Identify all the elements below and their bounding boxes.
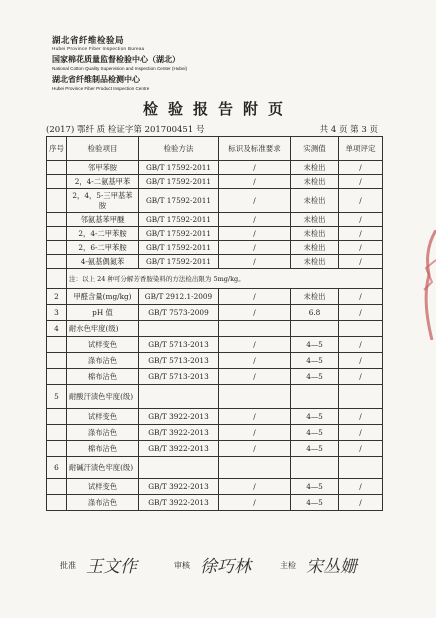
header-evaluation: 单项评定 <box>339 137 383 161</box>
row-value: 未检出 <box>291 189 339 213</box>
table-row <box>47 479 383 495</box>
row-requirement: / <box>219 255 291 269</box>
row-method: GB/T 17592-2011 <box>139 189 219 213</box>
table-row <box>47 175 383 189</box>
row-method: GB/T 17592-2011 <box>139 213 219 227</box>
row-method: GB/T 3922-2013 <box>139 495 219 511</box>
row-no <box>47 255 67 269</box>
main-inspector-label: 主检 <box>280 561 296 570</box>
lab-name-cn: 湖北省纤维制品检测中心 <box>52 75 140 84</box>
row-no <box>47 441 67 457</box>
row-item: 4-氨基偶氮苯 <box>67 255 139 269</box>
header-no: 序号 <box>47 137 67 161</box>
row-no <box>47 337 67 353</box>
header-value: 实测值 <box>291 137 339 161</box>
table-row <box>47 213 383 227</box>
row-method: GB/T 7573-2009 <box>139 305 219 321</box>
row-value <box>291 457 339 479</box>
header-requirement: 标识及标准要求 <box>219 137 291 161</box>
row-requirement <box>219 385 291 409</box>
row-method: GB/T 5713-2013 <box>139 337 219 353</box>
row-requirement: / <box>219 337 291 353</box>
row-no <box>47 495 67 511</box>
row-value <box>291 321 339 337</box>
row-requirement: / <box>219 353 291 369</box>
row-method: GB/T 5713-2013 <box>139 353 219 369</box>
row-no: 5 <box>47 385 67 409</box>
page-count: 共 4 页 第 3 页 <box>319 125 378 135</box>
row-no: 4 <box>47 321 67 337</box>
row-method <box>139 385 219 409</box>
row-no <box>47 161 67 175</box>
note-text: 注：以上 24 种可分解芳香胺染料的方法检出限为 5mg/kg。 <box>67 269 383 289</box>
row-requirement: / <box>219 409 291 425</box>
row-evaluation: / <box>339 189 383 213</box>
row-value: 未检出 <box>291 289 339 305</box>
table-row <box>47 305 383 321</box>
table-row <box>47 409 383 425</box>
row-no: 3 <box>47 305 67 321</box>
row-item: 涤布沾色 <box>67 495 139 511</box>
row-evaluation: / <box>339 227 383 241</box>
row-value: 未检出 <box>291 161 339 175</box>
table-row <box>47 441 383 457</box>
row-method: GB/T 17592-2011 <box>139 161 219 175</box>
row-method: GB/T 3922-2013 <box>139 409 219 425</box>
table-row <box>47 289 383 305</box>
row-value: 4—5 <box>291 495 339 511</box>
table-row <box>47 337 383 353</box>
cert-number: (2017) 鄂纤 质 检证字第 201700451 号 <box>46 125 205 135</box>
row-requirement: / <box>219 289 291 305</box>
row-evaluation: / <box>339 289 383 305</box>
main-inspector-signature: 宋丛姗 <box>306 557 357 577</box>
row-item: 耐碱汗渍色牢度(级) <box>67 457 139 479</box>
row-no: 6 <box>47 457 67 479</box>
table-row <box>47 255 383 269</box>
row-value: 未检出 <box>291 241 339 255</box>
row-no <box>47 175 67 189</box>
table-row <box>47 385 383 409</box>
row-item: 2，6-二甲苯胺 <box>67 241 139 255</box>
row-no <box>47 369 67 385</box>
row-value: 4—5 <box>291 409 339 425</box>
row-value: 4—5 <box>291 425 339 441</box>
row-evaluation: / <box>339 337 383 353</box>
row-evaluation: / <box>339 175 383 189</box>
row-method: GB/T 17592-2011 <box>139 175 219 189</box>
row-requirement: / <box>219 189 291 213</box>
row-item: 涤布沾色 <box>67 353 139 369</box>
row-evaluation: / <box>339 213 383 227</box>
row-evaluation: / <box>339 409 383 425</box>
row-item: 邻甲苯胺 <box>67 161 139 175</box>
row-item: 试样变色 <box>67 409 139 425</box>
row-requirement: / <box>219 213 291 227</box>
center-name-en: National Cotton Quality Supervision and Inspection Center (Hubei) <box>52 66 188 71</box>
row-item: 涤布沾色 <box>67 425 139 441</box>
cert-line <box>46 123 378 135</box>
row-evaluation <box>339 457 383 479</box>
header-method: 检验方法 <box>139 137 219 161</box>
table-row <box>47 227 383 241</box>
row-item: 2，4，5-三甲基苯胺 <box>67 189 139 213</box>
row-value: 6.8 <box>291 305 339 321</box>
row-item: 甲醛含量(mg/kg) <box>67 289 139 305</box>
inspection-table <box>46 136 383 511</box>
table-row <box>47 189 383 213</box>
row-requirement: / <box>219 369 291 385</box>
row-evaluation: / <box>339 495 383 511</box>
row-value: 4—5 <box>291 337 339 353</box>
row-requirement: / <box>219 305 291 321</box>
row-requirement: / <box>219 425 291 441</box>
row-no <box>47 227 67 241</box>
row-no <box>47 213 67 227</box>
table-row <box>47 457 383 479</box>
row-value <box>291 385 339 409</box>
row-value: 未检出 <box>291 255 339 269</box>
table-row <box>47 321 383 337</box>
row-item: 耐酸汗渍色牢度(级) <box>67 385 139 409</box>
table-row <box>47 425 383 441</box>
row-value: 未检出 <box>291 175 339 189</box>
row-value: 4—5 <box>291 479 339 495</box>
row-evaluation <box>339 321 383 337</box>
row-no <box>47 425 67 441</box>
row-evaluation: / <box>339 369 383 385</box>
table-row <box>47 161 383 175</box>
row-requirement <box>219 321 291 337</box>
row-no <box>47 353 67 369</box>
row-no <box>47 189 67 213</box>
row-evaluation: / <box>339 479 383 495</box>
row-requirement: / <box>219 495 291 511</box>
header-item: 检验项目 <box>67 137 139 161</box>
review-signature: 徐巧林 <box>200 557 251 577</box>
row-requirement: / <box>219 441 291 457</box>
review-label: 审核 <box>174 561 190 570</box>
table-row <box>47 495 383 511</box>
row-evaluation: / <box>339 305 383 321</box>
row-method: GB/T 3922-2013 <box>139 479 219 495</box>
table-row <box>47 369 383 385</box>
note-row <box>47 269 383 289</box>
row-requirement: / <box>219 161 291 175</box>
row-method <box>139 321 219 337</box>
approve-label: 批准 <box>60 561 76 570</box>
row-item: 耐水色牢度(级) <box>67 321 139 337</box>
bureau-name-en: Hubei Province Fiber Inspection Bureau <box>52 46 145 51</box>
row-value: 4—5 <box>291 441 339 457</box>
row-evaluation: / <box>339 161 383 175</box>
row-method: GB/T 17592-2011 <box>139 227 219 241</box>
bureau-name-cn: 湖北省纤维检验局 <box>52 36 125 46</box>
row-no: 2 <box>47 289 67 305</box>
row-evaluation: / <box>339 241 383 255</box>
row-method <box>139 457 219 479</box>
row-item: 2，4-二氨基甲苯 <box>67 175 139 189</box>
row-requirement: / <box>219 241 291 255</box>
row-evaluation: / <box>339 255 383 269</box>
row-requirement: / <box>219 175 291 189</box>
seal-stamp-edge <box>420 230 436 340</box>
row-item: pH 值 <box>67 305 139 321</box>
row-value: 未检出 <box>291 213 339 227</box>
row-requirement: / <box>219 479 291 495</box>
row-requirement <box>219 457 291 479</box>
center-name-cn: 国家棉花质量监督检验中心（湖北） <box>52 55 180 64</box>
row-method: GB/T 3922-2013 <box>139 441 219 457</box>
row-value: 未检出 <box>291 227 339 241</box>
row-item: 2，4-二甲苯胺 <box>67 227 139 241</box>
row-item: 棉布沾色 <box>67 369 139 385</box>
row-no <box>47 409 67 425</box>
row-method: GB/T 17592-2011 <box>139 241 219 255</box>
row-evaluation: / <box>339 425 383 441</box>
row-method: GB/T 5713-2013 <box>139 369 219 385</box>
row-method: GB/T 3922-2013 <box>139 425 219 441</box>
row-evaluation: / <box>339 441 383 457</box>
row-value: 4—5 <box>291 369 339 385</box>
row-item: 棉布沾色 <box>67 441 139 457</box>
table-header-row <box>47 137 383 161</box>
lab-name-en: Hubei Province Fiber Product Inspection Centre <box>52 86 150 91</box>
row-value: 4—5 <box>291 353 339 369</box>
row-item: 邻氨基苯甲醚 <box>67 213 139 227</box>
row-requirement: / <box>219 227 291 241</box>
page-title: 检验报告附页 <box>142 100 293 118</box>
row-evaluation <box>339 385 383 409</box>
row-item: 试样变色 <box>67 337 139 353</box>
table-row <box>47 241 383 255</box>
row-item: 试样变色 <box>67 479 139 495</box>
row-no <box>47 241 67 255</box>
row-evaluation: / <box>339 353 383 369</box>
row-method: GB/T 17592-2011 <box>139 255 219 269</box>
table-row <box>47 353 383 369</box>
row-method: GB/T 2912.1-2009 <box>139 289 219 305</box>
approve-signature: 王文作 <box>86 557 137 577</box>
note-spacer <box>47 269 67 289</box>
row-no <box>47 479 67 495</box>
